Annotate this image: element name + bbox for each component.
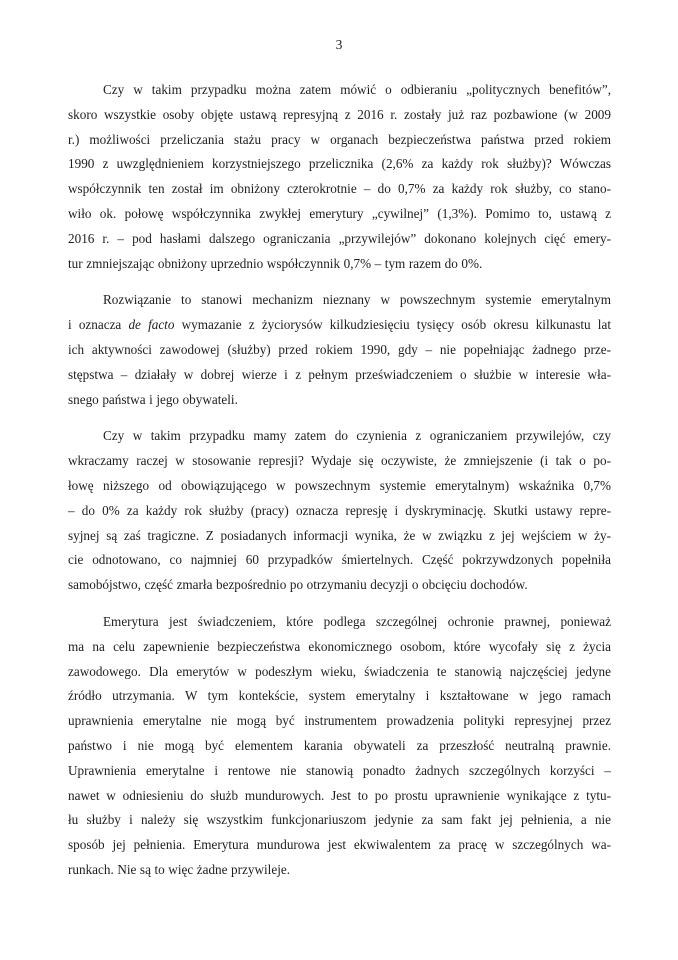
- text-line: [68, 684, 611, 709]
- text-line: [68, 152, 611, 177]
- text-line: [68, 202, 611, 227]
- text-run: współczynnik ten został im obniżony czterokrotnie – do 0,7% za każdy rok służby, co stano-: [68, 181, 611, 197]
- text-line: [68, 288, 611, 313]
- text-line: [68, 833, 611, 858]
- text-line: [68, 759, 611, 784]
- text-run: sposób jej pełnienia. Emerytura mundurowa jest ekwiwalentem za pracę w szczególnych wa-: [68, 837, 611, 853]
- text-line: [68, 363, 611, 388]
- text-line: [68, 524, 611, 549]
- text-run: Czy w takim przypadku mamy zatem do czynienia z ograniczaniem przywilejów, czy: [103, 428, 611, 444]
- text-run: Emerytura jest świadczeniem, które podlega szczególnej ochronie prawnej, ponieważ: [103, 613, 611, 629]
- paragraph: [68, 78, 611, 276]
- text-run: cie odnotowano, co najmniej 60 przypadków śmiertelnych. Część pokrzywdzonych popełniła: [68, 552, 611, 568]
- text-run: Uprawnienia emerytalne i rentowe nie stanowią ponadto żadnych szczególnych korzyści –: [68, 762, 611, 778]
- text-run: państwo i nie mogą być elementem karania obywateli za przeszłość neutralną prawnie.: [68, 737, 611, 753]
- text-run: tur zmniejszając obniżony uprzednio współczynnik 0,7% – tym razem do 0%.: [68, 255, 483, 271]
- text-run: ma na celu zapewnienie bezpieczeństwa ekonomicznego osobom, które wycofały się z życia: [68, 638, 611, 654]
- paragraph: [68, 288, 611, 412]
- page-number: 3: [335, 37, 343, 52]
- text-line: [68, 388, 611, 413]
- text-line: [68, 313, 611, 338]
- text-run: snego państwa i jego obywateli.: [68, 391, 238, 407]
- text-run: runkach. Nie są to więc żadne przywileje.: [68, 861, 291, 877]
- text-run: skoro wszystkie osoby objęte ustawą represyjną z 2016 r. zostały już raz pozbawione (w 2009: [68, 106, 611, 122]
- text-run: stępstwa – działały w dobrej wierze i z pełnym przeświadczeniem o służbie w interesie wła-: [68, 366, 611, 382]
- text-line: [68, 424, 611, 449]
- text-run: samobójstwo, część zmarła bezpośrednio po otrzymaniu decyzji o obcięciu dochodów.: [68, 577, 528, 593]
- text-run: 1990 z uwzględnieniem korzystniejszego przelicznika (2,6% za każdy rok służby)? Wówczas: [68, 156, 611, 172]
- text-run: r.) możliwości przeliczania stażu pracy w organach bezpieczeństwa państwa przed rokiem: [68, 131, 611, 147]
- text-run: ich aktywności zawodowej (służby) przed rokiem 1990, gdy – nie popełniając żadnego prze-: [68, 341, 611, 357]
- text-line: [68, 709, 611, 734]
- text-line: [68, 252, 611, 277]
- text-line: [68, 499, 611, 524]
- text-line: [68, 660, 611, 685]
- text-line: [68, 474, 611, 499]
- text-line: [68, 103, 611, 128]
- text-run: i oznacza: [68, 317, 129, 333]
- text-run: zawodowego. Dla emerytów w podeszłym wieku, świadczenia te stanowią najczęściej jedyne: [68, 663, 611, 679]
- text-line: [68, 635, 611, 660]
- text-line: [68, 338, 611, 363]
- text-line: [68, 177, 611, 202]
- text-line: [68, 548, 611, 573]
- text-line: [68, 449, 611, 474]
- text-run: – do 0% za każdy rok służby (pracy) oznacza represję i dyskryminację. Skutki ustawy repre-: [68, 502, 611, 518]
- text-line: [68, 78, 611, 103]
- paragraph: [68, 424, 611, 598]
- text-line: [68, 734, 611, 759]
- text-line: [68, 784, 611, 809]
- text-run: łowę niższego od obowiązującego w powszechnym systemie emerytalnym) wskaźnika 0,7%: [68, 477, 611, 493]
- text-run: łu służby i należy się wszystkim funkcjonariuszom jedynie za sam fakt jej pełnienia, a nie: [68, 812, 611, 828]
- text-line: [68, 858, 611, 883]
- text-run: wiło ok. połowę współczynnika zwykłej emerytury „cywilnej” (1,3%). Pomimo to, ustawą z: [68, 205, 611, 221]
- text-line: [68, 573, 611, 598]
- italic-text-run: de facto: [128, 317, 175, 333]
- text-run: 2016 r. – pod hasłami dalszego ograniczania „przywilejów” dokonano kolejnych cięć emery-: [68, 230, 611, 246]
- text-run: wkraczamy raczej w stosowanie represji? Wydaje się oczywiste, że zmniejszenie (i tak o po-: [68, 453, 611, 469]
- text-line: [68, 610, 611, 635]
- document-body: [68, 78, 611, 895]
- text-run: uprawnienia emerytalne nie mogą być instrumentem prowadzenia polityki represyjnej przez: [68, 713, 611, 729]
- text-line: [68, 808, 611, 833]
- text-line: [68, 128, 611, 153]
- text-run: nawet w odniesieniu do służb mundurowych. Jest to po prostu uprawnienie wynikające z tytu-: [68, 787, 611, 803]
- text-run: Rozwiązanie to stanowi mechanizm nieznany w powszechnym systemie emerytalnym: [103, 292, 611, 308]
- text-run: wymazanie z życiorysów kilkudziesięciu tysięcy osób okresu kilkunastu lat: [174, 317, 611, 333]
- text-run: Czy w takim przypadku można zatem mówić o odbieraniu „politycznych benefitów”,: [103, 82, 611, 97]
- paragraph: [68, 610, 611, 883]
- text-line: [68, 227, 611, 252]
- text-run: syjnej są zaś tragiczne. Z posiadanych informacji wynika, że w związku z jej wejściem w ży-: [68, 527, 611, 543]
- text-run: źródło utrzymania. W tym kontekście, system emerytalny i kształtowane w jego ramach: [68, 688, 611, 704]
